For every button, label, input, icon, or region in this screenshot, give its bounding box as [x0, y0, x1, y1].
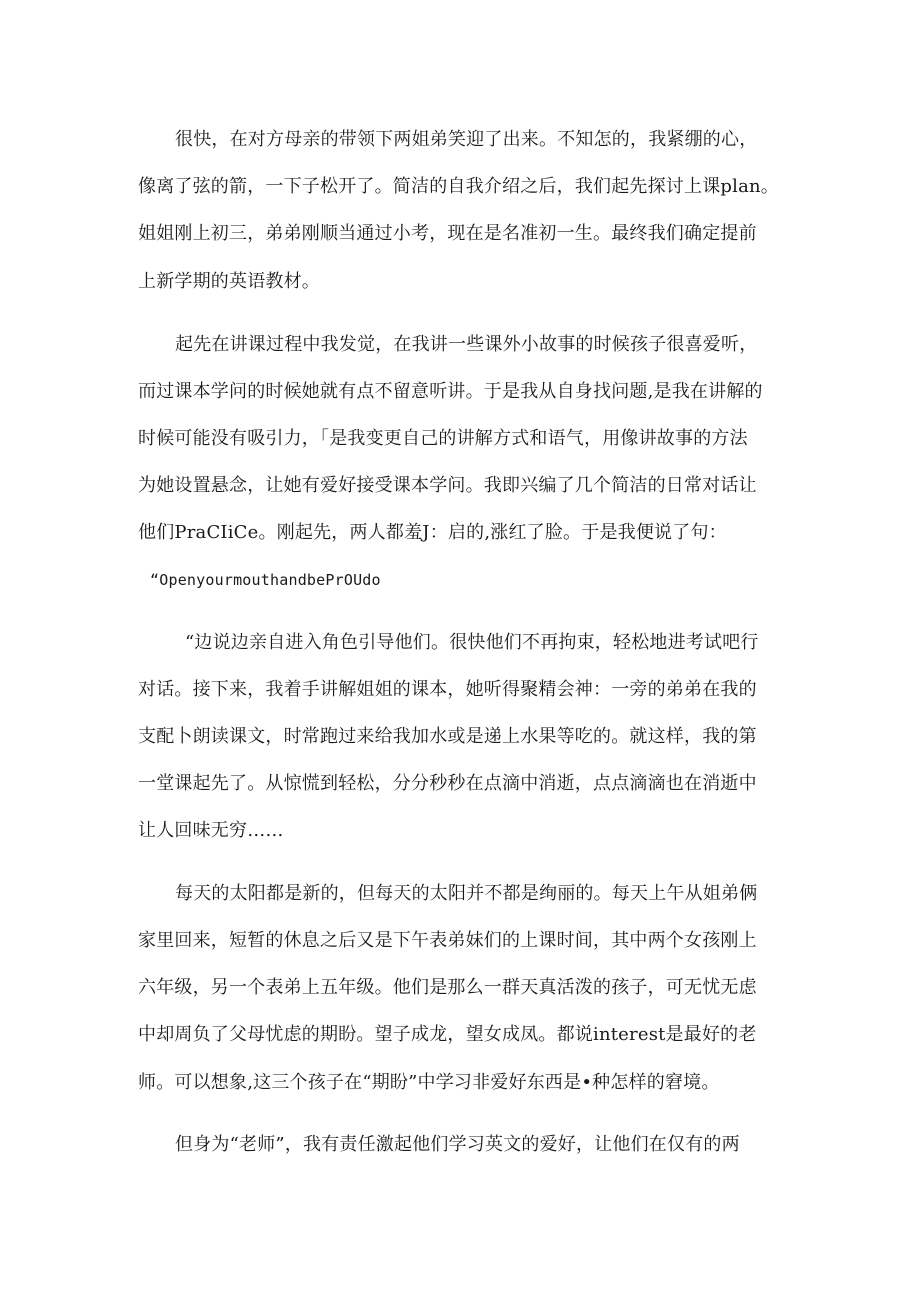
paragraph-line: 像离了弦的箭，一下子松开了。简洁的自我介绍之后，我们起先探讨上课plan。 — [138, 176, 779, 197]
paragraph-line: 姐姐刚上初三，弟弟刚顺当通过小考，现在是名准初一生。最终我们确定提前 — [138, 223, 757, 244]
paragraph-line: 家里回来，短暂的休息之后又是下午表弟妹们的上课时间，其中两个女孩刚上 — [138, 930, 757, 951]
paragraph-line: 而过课本学问的时候她就有点不留意听讲。于是我从自身找问题,是我在讲解的 — [138, 381, 763, 402]
paragraph-line: 一堂课起先了。从惊慌到轻松，分分秒秒在点滴中消逝，点点滴滴也在消逝中 — [138, 773, 757, 794]
paragraph-line: 每天的太阳都是新的，但每天的太阳并不都是绚丽的。每天上午从姐弟俩 — [175, 883, 758, 904]
paragraph-line: 很快，在对方母亲的带领下两姐弟笑迎了出来。不知怎的，我紧绷的心， — [175, 129, 758, 150]
paragraph-line: 为她设置悬念，让她有爱好接受课本学问。我即兴编了几个简洁的日常对话让 — [138, 475, 757, 496]
paragraph-line: 中却周负了父母忧虑的期盼。望子成龙，望女成凤。都说interest是最好的老 — [138, 1024, 757, 1045]
paragraph-line: 让人回味无穷…… — [138, 820, 284, 841]
paragraph-line: 六年级，另一个表弟上五年级。他们是那么一群天真活泼的孩子，可无忧无虑 — [138, 977, 757, 998]
paragraph-line: “边说边亲自进入角色引导他们。很快他们不再拘束，轻松地进考试吧行 — [185, 632, 759, 653]
paragraph-line: 支配卜朗读课文，时常跑过来给我加水或是递上水果等吃的。就这样，我的第 — [138, 726, 757, 747]
paragraph-line: 对话。接下来，我着手讲解姐姐的课本，她听得聚精会神：一旁的弟弟在我的 — [138, 679, 757, 700]
paragraph-line: 他们PraCIiCe。刚起先，两人都羞J：启的,涨红了脸。于是我便说了句： — [138, 522, 727, 543]
paragraph-line: 师。可以想象,这三个孩子在“期盼”中学习非爱好东西是•种怎样的窘境。 — [138, 1072, 720, 1093]
paragraph-line: 时候可能没有吸引力，「是我变更自己的讲解方式和语气，用像讲故事的方法 — [138, 428, 748, 449]
paragraph-line: 上新学期的英语教材。 — [138, 271, 320, 292]
paragraph-line-english-quote: “OpenyourmouthandbePrOUdo — [150, 571, 381, 589]
paragraph-line: 起先在讲课过程中我发觉，在我讲一些课外小故事的时候孩子很喜爱听， — [175, 334, 758, 355]
paragraph-line: 但身为“老师”，我有责任激起他们学习英文的爱好，让他们在仅有的两 — [175, 1134, 740, 1155]
